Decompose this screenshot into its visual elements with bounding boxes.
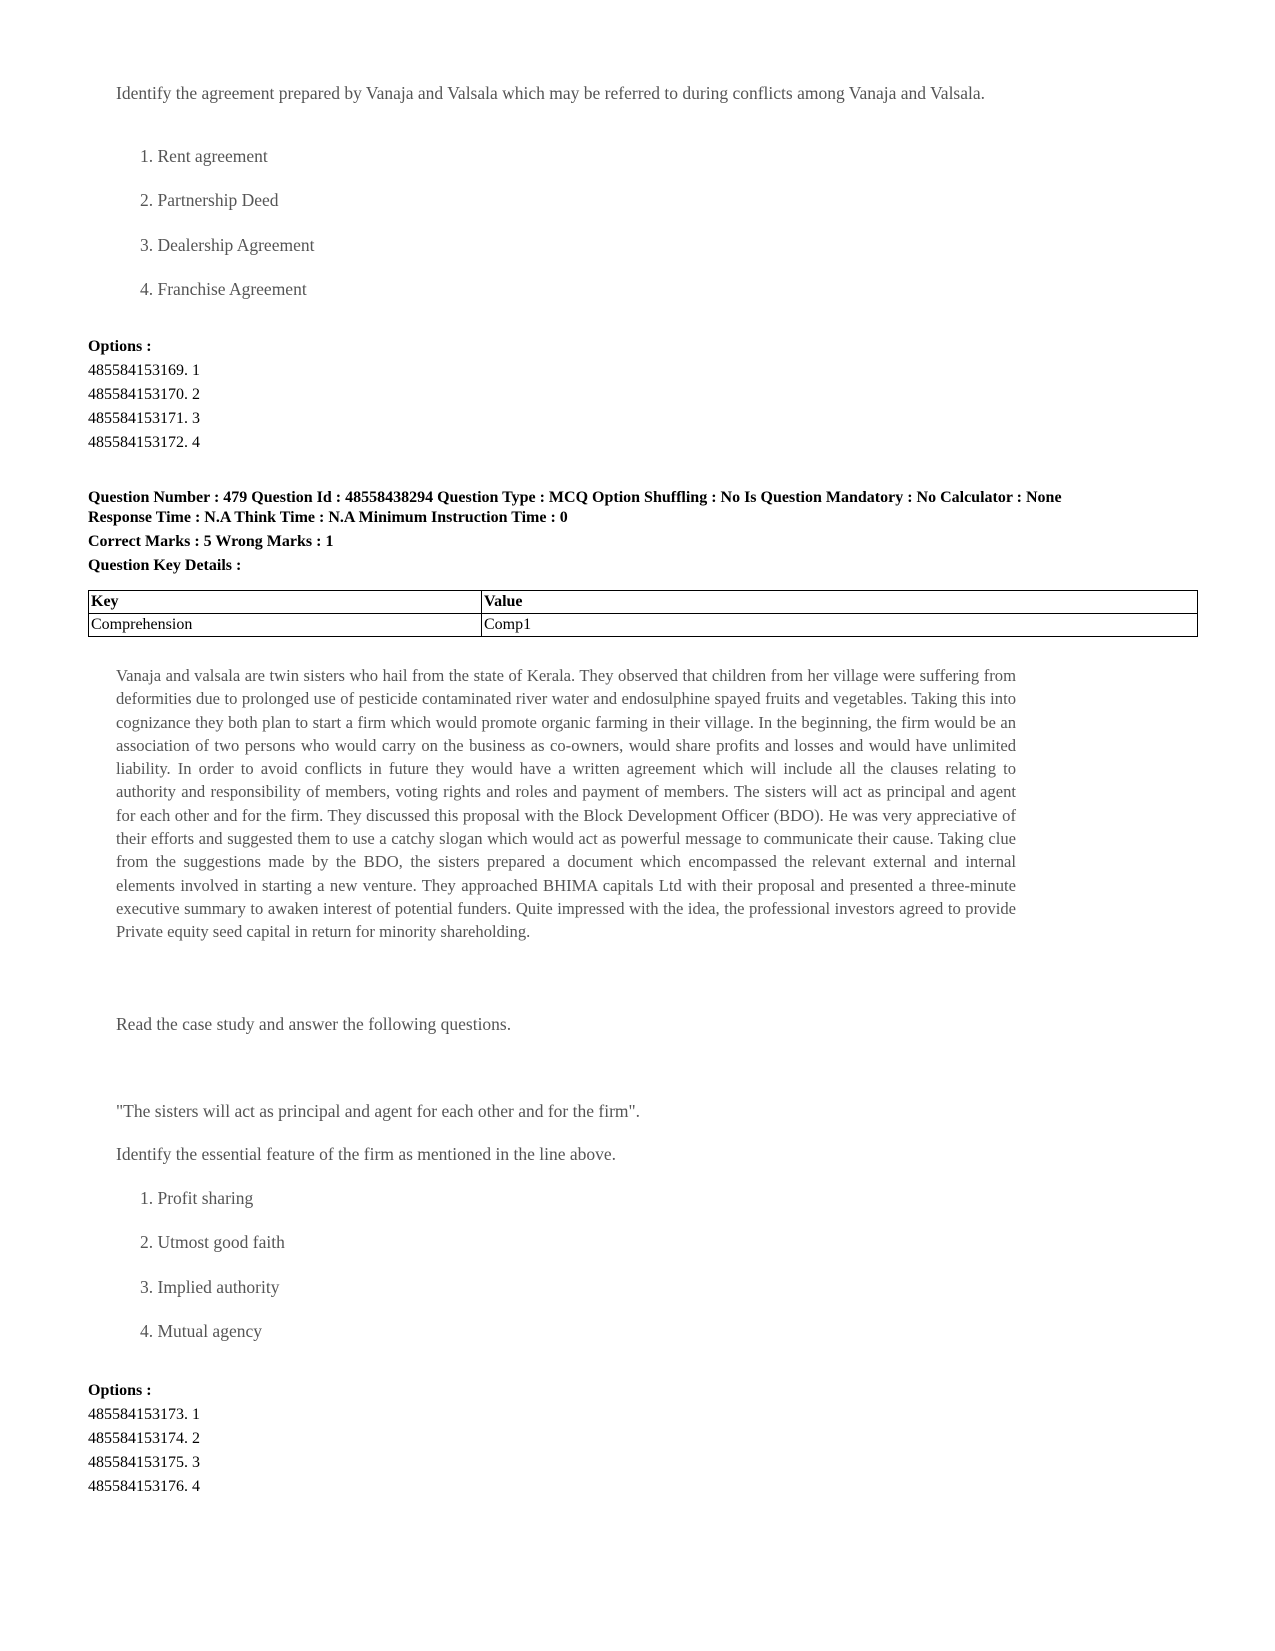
q2-choice-1: 1. Profit sharing xyxy=(140,1188,254,1208)
q2-option-id: 485584153173. 1 xyxy=(88,1406,200,1423)
q2-meta-line-2: Response Time : N.A Think Time : N.A Minimum Instruction Time : 0 xyxy=(88,509,568,526)
q1-option-id: 485584153170. 2 xyxy=(88,386,200,403)
question-2-stem: Identify the essential feature of the firm as mentioned in the line above. xyxy=(116,1144,617,1164)
q2-choice-4: 4. Mutual agency xyxy=(140,1321,262,1341)
q2-option-id: 485584153176. 4 xyxy=(88,1478,200,1495)
comprehension-passage: Vanaja and valsala are twin sisters who hail from the state of Kerala. They observed that children from her village were suffering from deformities due to prolonged use of pesticide contaminated river water and endosulphine spayed fruits and vegetables. Taking this into cognizance they both plan to start a firm which would promote organic farming in their village. In the beginning, the firm would be an association of two persons who would carry on the business as co-owners, would share profits and losses and would have unlimited liability. In order to avoid conflicts in future they would have a written agreement which will include all the clauses relating to authority and responsibility of members, voting rights and roles and payment of members. The sisters will act as principal and agent for each other and for the firm. They discussed this proposal with the Block Development Officer (BDO). He was very appreciative of their efforts and suggested them to use a catchy slogan which would act as powerful message to communicate their cause. Taking clue from the suggestions made by the BDO, the sisters prepared a document which encompassed the relevant external and internal elements involved in starting a new venture. They approached BHIMA capitals Ltd with their proposal and presented a three-minute executive summary to awaken interest of potential funders. Quite impressed with the idea, the professional investors agreed to provide Private equity seed capital in return for minority shareholding. xyxy=(116,666,1016,942)
table-cell-value: Comp1 xyxy=(482,614,1198,637)
table-cell-key: Comprehension xyxy=(89,614,482,637)
q1-option-id: 485584153171. 3 xyxy=(88,410,200,427)
q1-choice-2: 2. Partnership Deed xyxy=(140,190,279,210)
q2-instruction: Read the case study and answer the following questions. xyxy=(116,1014,512,1034)
q2-option-id: 485584153175. 3 xyxy=(88,1454,200,1471)
q1-choice-4: 4. Franchise Agreement xyxy=(140,279,307,299)
q2-options-list xyxy=(88,1403,200,1499)
q2-choice-2: 2. Utmost good faith xyxy=(140,1232,285,1252)
table-row xyxy=(89,614,1198,637)
q1-choice-1: 1. Rent agreement xyxy=(140,146,268,166)
q1-option-id: 485584153169. 1 xyxy=(88,362,200,379)
q1-options-label: Options : xyxy=(88,338,152,355)
q2-key-details-label: Question Key Details : xyxy=(88,557,242,574)
q2-option-id: 485584153174. 2 xyxy=(88,1430,200,1447)
q2-meta-line-1: Question Number : 479 Question Id : 48558438294 Question Type : MCQ Option Shuffling : No Is Question Mandatory : No Calculator : None xyxy=(88,489,1062,506)
q1-options-list xyxy=(88,359,200,455)
table-header-key: Key xyxy=(89,591,482,614)
table-header-value: Value xyxy=(482,591,1198,614)
q2-options-label: Options : xyxy=(88,1382,152,1399)
q2-choice-3: 3. Implied authority xyxy=(140,1277,280,1297)
q1-option-id: 485584153172. 4 xyxy=(88,434,200,451)
q2-marks: Correct Marks : 5 Wrong Marks : 1 xyxy=(88,533,334,550)
question-1-stem: Identify the agreement prepared by Vanaja and Valsala which may be referred to during conflicts among Vanaja and Valsala. xyxy=(116,83,986,103)
table-header-row xyxy=(89,591,1198,614)
q2-quote: "The sisters will act as principal and agent for each other and for the firm". xyxy=(116,1101,641,1121)
question-key-table xyxy=(88,590,1198,637)
q1-choice-3: 3. Dealership Agreement xyxy=(140,235,315,255)
